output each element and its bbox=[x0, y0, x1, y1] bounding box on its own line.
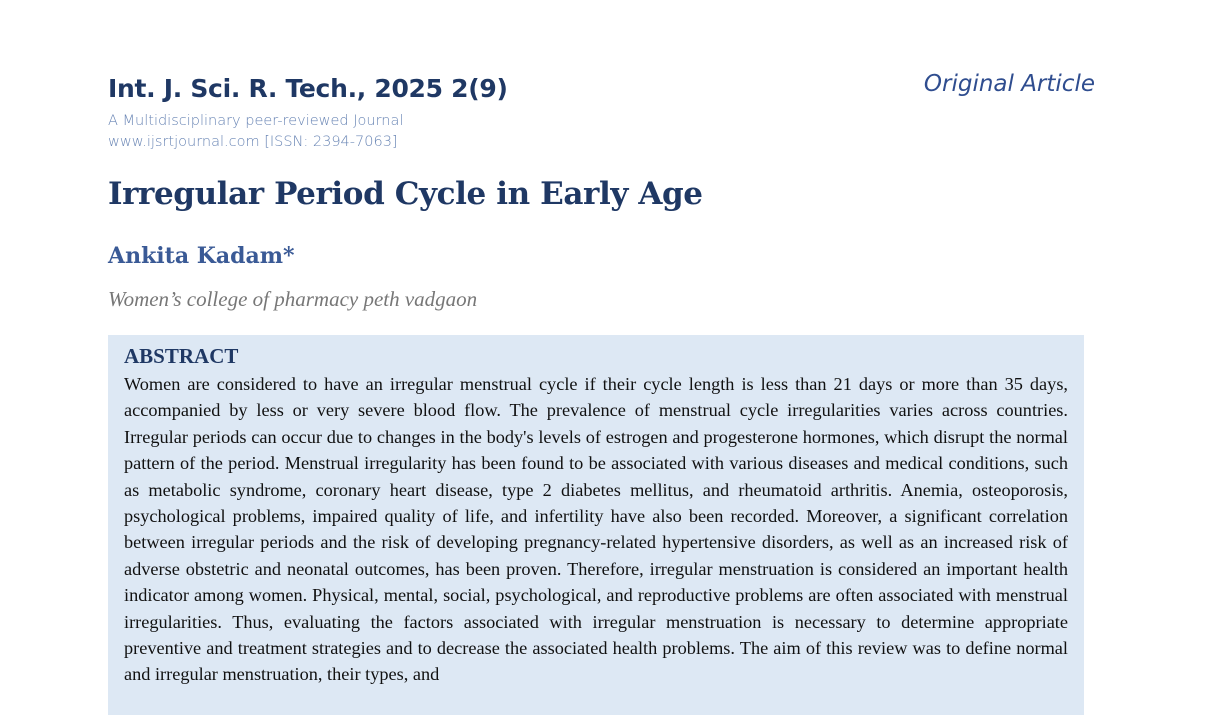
journal-title: Int. J. Sci. R. Tech., 2025 2(9) bbox=[108, 74, 508, 103]
abstract-box bbox=[108, 335, 1084, 715]
abstract-text: Women are considered to have an irregular menstrual cycle if their cycle length is less than 21 days or more than 35 days, accompanied by less or very severe blood flow. The prevalence of menstrual cycle irregularities varies across countries. Irregular periods can occur due to changes in the body's levels of estrogen and progesterone hormones, which disrupt the normal pattern of the period. Menstrual irregularity has been found to be associated with various diseases and medical conditions, such as metabolic syndrome, coronary heart disease, type 2 diabetes mellitus, and rheumatoid arthritis. Anemia, osteoporosis, psychological problems, impaired quality of life, and infertility have also been recorded. Moreover, a significant correlation between irregular periods and the risk of developing pregnancy-related hypertensive disorders, as well as an increased risk of adverse obstetric and neonatal outcomes, has been proven. Therefore, irregular menstruation is considered an important health indicator among women. Physical, mental, social, psychological, and reproductive problems are often associated with menstrual irregularities. Thus, evaluating the factors associated with irregular menstruation is necessary to determine appropriate preventive and treatment strategies and to decrease the associated health problems. The aim of this review was to define normal and irregular menstruation, their types, and bbox=[124, 374, 1068, 685]
journal-website-link[interactable]: www.ijsrtjournal.com [ISSN: 2394-7063] bbox=[108, 134, 398, 150]
author-name: Ankita Kadam* bbox=[108, 243, 295, 269]
journal-description: A Multidisciplinary peer-reviewed Journal bbox=[108, 113, 404, 129]
abstract-heading: ABSTRACT bbox=[124, 344, 239, 368]
article-type-label: Original Article bbox=[923, 71, 1095, 97]
paper-title: Irregular Period Cycle in Early Age bbox=[108, 176, 703, 212]
author-affiliation: Women’s college of pharmacy peth vadgaon bbox=[108, 287, 478, 311]
